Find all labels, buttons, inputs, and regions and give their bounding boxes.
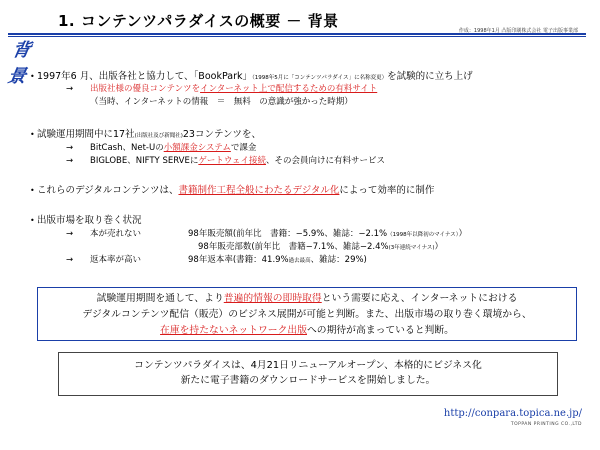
stamp-text: 背景	[5, 40, 31, 87]
arrow-icon: →	[66, 229, 74, 239]
announcement-line-2: 新たに電子書籍のダウンロードサービスを開始しました。	[180, 375, 436, 386]
summary-box	[37, 287, 577, 341]
section3-heading: • これらのデジタルコンテンツは、書籍制作工程全般にわたるデジタル化によって効率的に制作	[30, 185, 435, 196]
title-underline-thin	[8, 36, 586, 37]
section1-sub2: （当時、インターネットの情報 ＝ 無料 の意識が強かった時期）	[90, 97, 353, 107]
section4-sub3: → 返本率が高い 98年返本率(書籍：41.9%過去最高、雑誌：29%)	[66, 255, 367, 265]
header-note: 作成：1998年1月 凸版印刷株式会社 電子出版事業部	[458, 28, 578, 34]
summary-line-2: デジタルコンテンツ配信（販売）のビジネス展開が可能と判断。また、出版市場の取り巻く環境から、	[82, 309, 532, 320]
bullet-icon: •	[30, 186, 35, 195]
announcement-line-1: コンテンツパラダイスは、4月21日リニューアルオープン、本格的にビジネス化	[134, 360, 482, 371]
bullet-icon: •	[30, 130, 35, 139]
arrow-icon: →	[66, 156, 74, 166]
arrow-icon: →	[66, 143, 74, 153]
arrow-icon: →	[66, 255, 74, 265]
arrow-icon: →	[66, 84, 74, 94]
section4-sub2: 98年販売部数(前年比 書籍−7.1%、雑誌−2.4%(3年連続マイナス)）	[198, 242, 444, 252]
section1-sub1: → 出版社様の優良コンテンツをインターネット上で配信するための有料サイト	[66, 84, 378, 94]
background-stamp-logo	[5, 38, 40, 87]
company-brand: TOPPAN PRINTING CO.,LTD	[510, 422, 582, 427]
bullet-icon: •	[30, 216, 35, 225]
section2-sub2: → BIGLOBE、NIFTY SERVEにゲートウェイ接続、その会員向けに有料サービス	[66, 156, 386, 166]
title-underline	[8, 33, 586, 35]
section4-heading: • 出版市場を取り巻く状況	[30, 215, 142, 226]
page-title: 1. コンテンツパラダイスの概要 － 背景	[58, 12, 339, 30]
announcement-box	[58, 352, 558, 396]
section4-sub1: → 本が売れない 98年販売額(前年比 書籍：−5.9%、雑誌：−2.1%（1998年以降初のマイナス））	[66, 229, 468, 239]
section1-heading: • 1997年6 月、出版各社と協力して、「BookPark」（1998年5月に「コンテンツパラダイス」に名称変更）を試験的に立ち上げ	[30, 71, 473, 82]
section2-heading: • 試験運用期間中に17社(出版社及び新聞社)23コンテンツを、	[30, 129, 262, 140]
bullet-icon: •	[30, 72, 35, 81]
section2-sub1: → BitCash、Net-Uの小額課金システムで課金	[66, 143, 257, 153]
summary-line-3: 在庫を持たないネットワーク出版への期待が高まっていると判断。	[160, 325, 454, 336]
summary-line-1: 試験運用期間を通して、より普遍的情報の即時取得という需要に応え、インターネットにおける	[96, 293, 518, 304]
site-url-link[interactable]: http://conpara.topica.ne.jp/	[443, 408, 582, 419]
